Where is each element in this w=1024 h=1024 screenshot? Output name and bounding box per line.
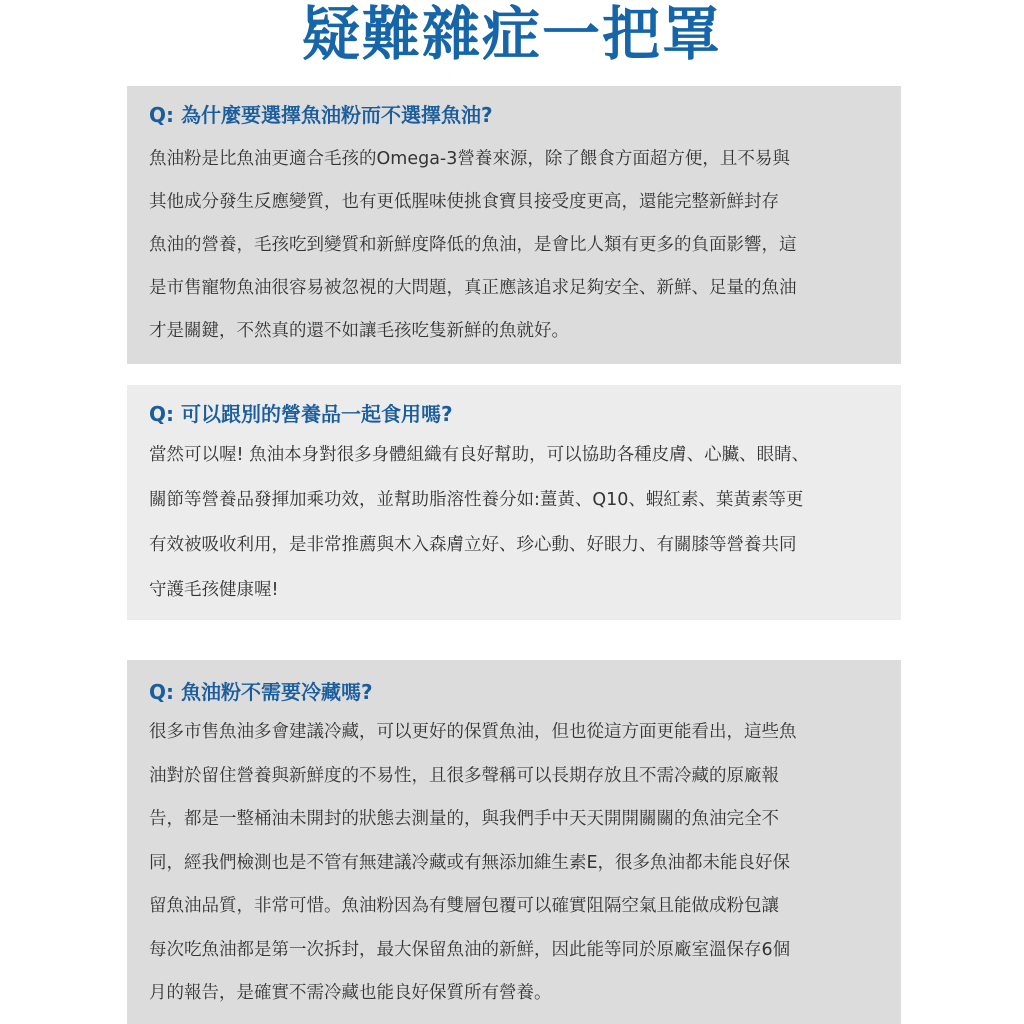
answer-line: 其他成分發生反應變質，也有更低腥味使挑食寶貝接受度更高，還能完整新鮮封存	[149, 192, 779, 212]
faq-card-1	[127, 86, 901, 364]
answer-line: 當然可以喔! 魚油本身對很多身體組織有良好幫助，可以協助各種皮膚、心臟、眼睛、	[149, 445, 810, 465]
answer-line: 每次吃魚油都是第一次拆封，最大保留魚油的新鮮，因此能等同於原廠室溫保存6個	[149, 939, 791, 960]
answer-line: 留魚油品質，非常可惜。魚油粉因為有雙層包覆可以確實阻隔空氣且能做成粉包讓	[149, 896, 779, 916]
answer-line: 才是關鍵，不然真的還不如讓毛孩吃隻新鮮的魚就好。	[149, 321, 569, 341]
faq-card-2	[127, 385, 901, 620]
faq-question: Q: 為什麼要選擇魚油粉而不選擇魚油?	[149, 103, 493, 127]
faq-answer	[149, 433, 879, 613]
answer-line: 油對於留住營養與新鮮度的不易性，且很多聲稱可以長期存放且不需冷藏的原廠報	[149, 765, 779, 786]
faq-answer	[149, 138, 879, 353]
answer-line: 同，經我們檢測也是不管有無建議冷藏或有無添加維生素E，很多魚油都未能良好保	[149, 852, 791, 873]
answer-line: 關節等營養品發揮加乘功效，並幫助脂溶性養分如:薑黃、Q10、蝦紅素、葉黃素等更	[149, 490, 804, 510]
answer-line: 月的報告，是確實不需冷藏也能良好保質所有營養。	[149, 983, 552, 1003]
answer-line: 魚油粉是比魚油更適合毛孩的Omega-3營養來源，除了餵食方面超方便，且不易與	[149, 149, 790, 169]
answer-line: 很多市售魚油多會建議冷藏，可以更好的保質魚油，但也從這方面更能看出，這些魚	[149, 722, 797, 742]
page-title: 疑難雜症一把罩	[301, 0, 722, 68]
answer-line: 魚油的營養，毛孩吃到變質和新鮮度降低的魚油，是會比人類有更多的負面影響，這	[149, 235, 797, 255]
faq-answer	[149, 711, 879, 1016]
answer-line: 有效被吸收利用，是非常推薦與木入森膚立好、珍心動、好眼力、有關膝等營養共同	[149, 535, 797, 555]
faq-question: Q: 魚油粉不需要冷藏嗎?	[149, 680, 373, 704]
faq-card-3	[127, 660, 901, 1024]
answer-line: 告，都是一整桶油未開封的狀態去測量的，與我們手中天天開開關關的魚油完全不	[149, 809, 779, 829]
faq-question: Q: 可以跟別的營養品一起食用嗎?	[149, 402, 453, 426]
answer-line: 是市售寵物魚油很容易被忽視的大問題，真正應該追求足夠安全、新鮮、足量的魚油	[149, 278, 797, 298]
answer-line: 守護毛孩健康喔!	[149, 580, 279, 600]
